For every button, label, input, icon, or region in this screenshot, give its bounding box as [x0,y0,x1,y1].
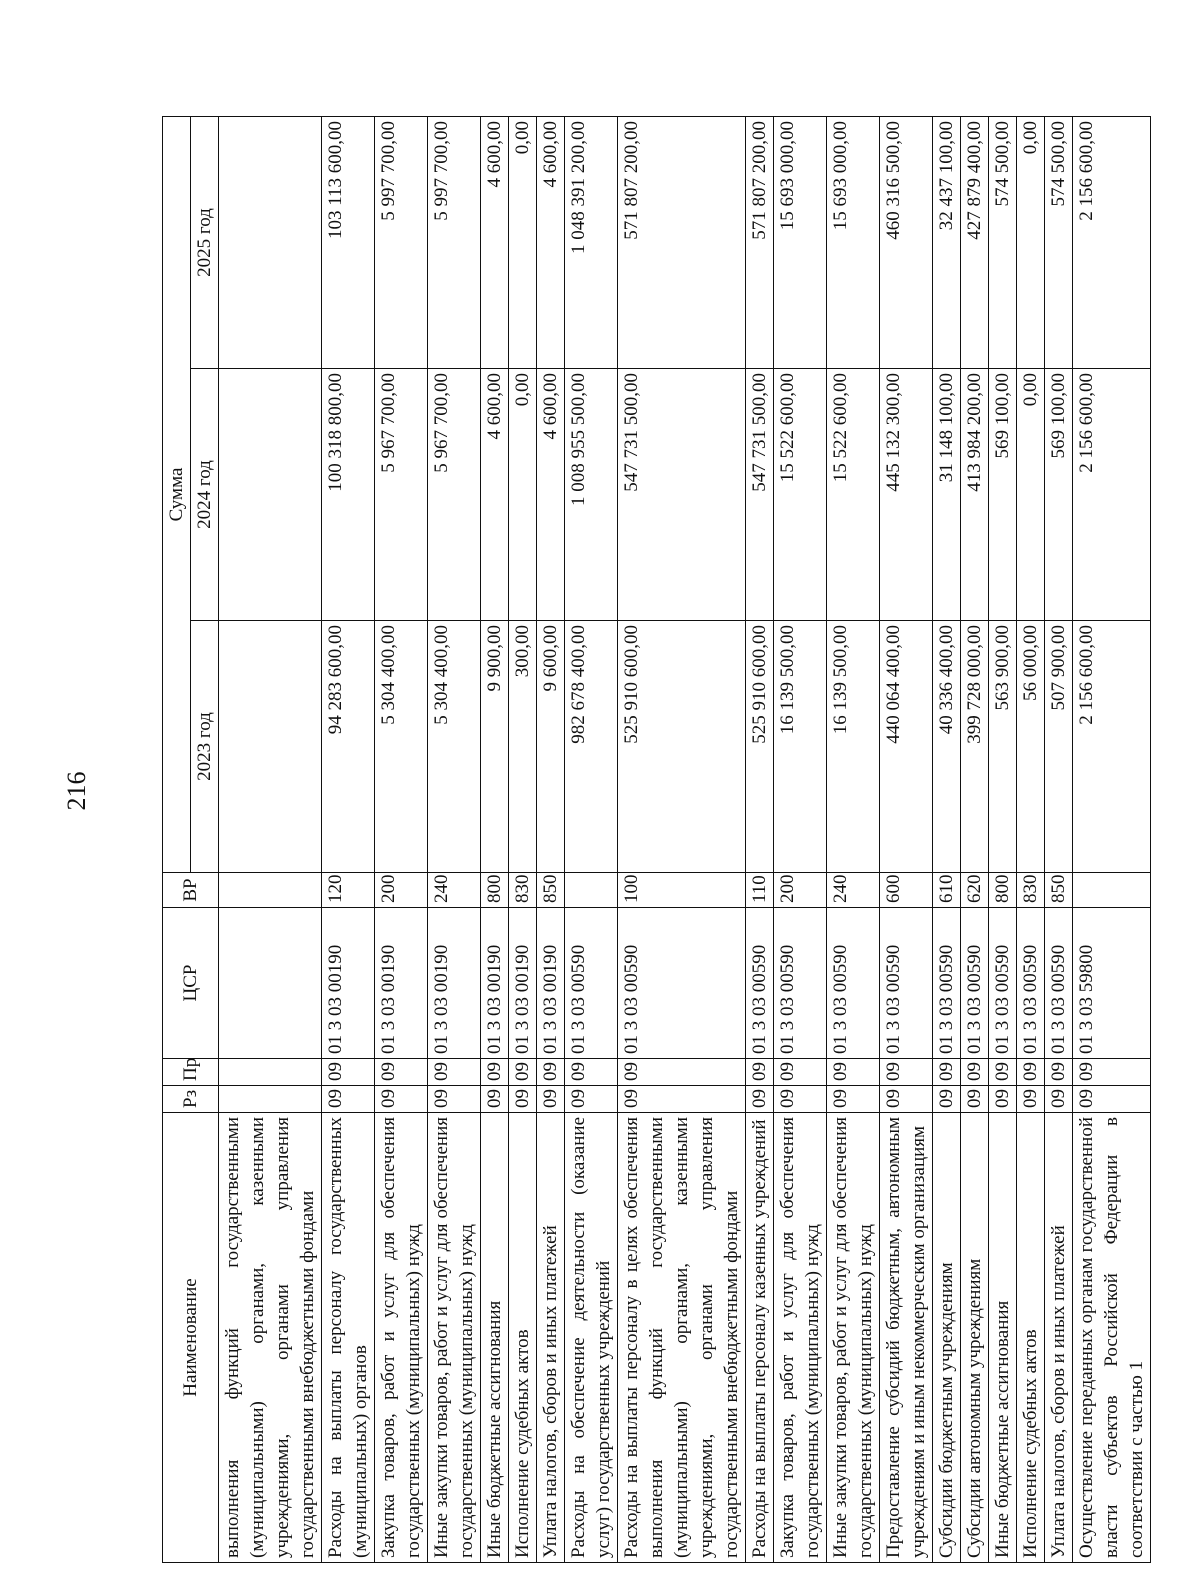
cell-sum-2025: 460 316 500,00 [880,117,933,369]
cell-sum-2023 [219,621,322,873]
table-row [1073,117,1151,1563]
cell-sum-2024: 15 522 600,00 [774,369,827,621]
table-row [933,117,961,1563]
cell-vr: 850 [1045,873,1073,908]
header-year-2023: 2023 год [191,621,219,873]
cell-rz: 09 [880,1086,933,1113]
cell-rz: 09 [565,1086,618,1113]
cell-sum-2025: 103 113 600,00 [322,117,375,369]
cell-vr: 200 [774,873,827,908]
table-row [618,117,746,1563]
cell-sum-2024: 413 984 200,00 [961,369,989,621]
cell-sum-2023: 94 283 600,00 [322,621,375,873]
cell-pr [219,1059,322,1086]
cell-sum-2025: 4 600,00 [481,117,509,369]
cell-sum-2024: 15 522 600,00 [827,369,880,621]
header-csr: ЦСР [163,908,219,1059]
cell-pr: 09 [1045,1059,1073,1086]
cell-csr: 01 3 03 00590 [961,908,989,1059]
table-row [774,117,827,1563]
cell-sum-2023: 5 304 400,00 [428,621,481,873]
table-row [961,117,989,1563]
cell-csr: 01 3 03 00590 [827,908,880,1059]
cell-pr: 09 [375,1059,428,1086]
cell-sum-2025: 4 600,00 [537,117,565,369]
cell-vr: 120 [322,873,375,908]
cell-name: Исполнение судебных актов [1017,1113,1045,1563]
cell-rz: 09 [746,1086,774,1113]
cell-sum-2024: 547 731 500,00 [746,369,774,621]
header-pr: Пр [163,1059,219,1086]
page-number: 216 [62,771,91,811]
cell-sum-2025: 15 693 000,00 [774,117,827,369]
cell-sum-2025: 15 693 000,00 [827,117,880,369]
cell-rz: 09 [618,1086,746,1113]
cell-name: Иные бюджетные ассигнования [989,1113,1017,1563]
cell-sum-2024: 0,00 [1017,369,1045,621]
cell-pr: 09 [880,1059,933,1086]
cell-vr: 620 [961,873,989,908]
cell-csr: 01 3 03 00590 [1017,908,1045,1059]
cell-pr: 09 [827,1059,880,1086]
cell-sum-2023: 56 000,00 [1017,621,1045,873]
cell-vr [565,873,618,908]
cell-sum-2025: 0,00 [1017,117,1045,369]
cell-vr: 610 [933,873,961,908]
table-row [537,117,565,1563]
table-row [481,117,509,1563]
table-row [746,117,774,1563]
cell-csr: 01 3 03 00590 [933,908,961,1059]
header-vr: ВР [163,873,219,908]
cell-csr: 01 3 03 00190 [481,908,509,1059]
cell-vr: 800 [481,873,509,908]
table-row [565,117,618,1563]
cell-name: выполнения функций государственными (муниципальными) органами, казенными учреждениями, органами управления государственными внебюджетными фондами [219,1113,322,1563]
cell-rz: 09 [1073,1086,1151,1113]
cell-sum-2025: 427 879 400,00 [961,117,989,369]
cell-sum-2025: 571 807 200,00 [746,117,774,369]
cell-sum-2024: 2 156 600,00 [1073,369,1151,621]
cell-name: Расходы на обеспечение деятельности (оказание услуг) государственных учреждений [565,1113,618,1563]
cell-name: Иные бюджетные ассигнования [481,1113,509,1563]
cell-csr: 01 3 03 00590 [880,908,933,1059]
cell-name: Иные закупки товаров, работ и услуг для обеспечения государственных (муниципальных) нужд [428,1113,481,1563]
cell-rz [219,1086,322,1113]
cell-pr: 09 [989,1059,1017,1086]
cell-rz: 09 [375,1086,428,1113]
cell-sum-2023: 40 336 400,00 [933,621,961,873]
cell-name: Предоставление субсидий бюджетным, автономным учреждениям и иным некоммерческим организациям [880,1113,933,1563]
cell-sum-2025: 1 048 391 200,00 [565,117,618,369]
cell-name: Иные закупки товаров, работ и услуг для обеспечения государственных (муниципальных) нужд [827,1113,880,1563]
cell-pr: 09 [933,1059,961,1086]
cell-rz: 09 [989,1086,1017,1113]
cell-name: Закупка товаров, работ и услуг для обеспечения государственных (муниципальных) нужд [375,1113,428,1563]
cell-rz: 09 [1045,1086,1073,1113]
table-header [163,117,219,1563]
cell-sum-2023: 525 910 600,00 [618,621,746,873]
cell-rz: 09 [428,1086,481,1113]
table-row [219,117,322,1563]
cell-vr: 830 [1017,873,1045,908]
header-year-2024: 2024 год [191,369,219,621]
cell-sum-2025: 571 807 200,00 [618,117,746,369]
table-row [1045,117,1073,1563]
cell-pr: 09 [322,1059,375,1086]
cell-sum-2025: 5 997 700,00 [375,117,428,369]
cell-sum-2024: 0,00 [509,369,537,621]
table-row [322,117,375,1563]
cell-pr: 09 [537,1059,565,1086]
cell-sum-2023: 525 910 600,00 [746,621,774,873]
table-row [989,117,1017,1563]
cell-sum-2023: 9 900,00 [481,621,509,873]
cell-sum-2024: 5 967 700,00 [428,369,481,621]
cell-sum-2025: 32 437 100,00 [933,117,961,369]
cell-pr: 09 [774,1059,827,1086]
cell-csr: 01 3 03 59800 [1073,908,1151,1059]
table-row [375,117,428,1563]
cell-rz: 09 [509,1086,537,1113]
header-name: Наименование [163,1113,219,1563]
cell-name: Осуществление переданных органам государственной власти субъектов Российской Федерации в соответствии с частью 1 [1073,1113,1151,1563]
cell-csr: 01 3 03 00190 [509,908,537,1059]
cell-sum-2024: 569 100,00 [989,369,1017,621]
cell-vr: 240 [428,873,481,908]
cell-sum-2023: 507 900,00 [1045,621,1073,873]
cell-rz: 09 [933,1086,961,1113]
cell-sum-2023: 5 304 400,00 [375,621,428,873]
cell-pr: 09 [428,1059,481,1086]
cell-vr: 200 [375,873,428,908]
cell-csr: 01 3 03 00190 [428,908,481,1059]
cell-csr: 01 3 03 00590 [774,908,827,1059]
cell-sum-2025: 574 500,00 [989,117,1017,369]
cell-csr [219,908,322,1059]
header-sum: Сумма [163,117,191,873]
cell-sum-2024: 5 967 700,00 [375,369,428,621]
cell-pr: 09 [746,1059,774,1086]
cell-vr [1073,873,1151,908]
cell-csr: 01 3 03 00590 [989,908,1017,1059]
cell-sum-2023: 2 156 600,00 [1073,621,1151,873]
cell-name: Расходы на выплаты персоналу государственных (муниципальных) органов [322,1113,375,1563]
cell-sum-2025 [219,117,322,369]
cell-sum-2025: 2 156 600,00 [1073,117,1151,369]
cell-sum-2023: 300,00 [509,621,537,873]
cell-vr [219,873,322,908]
cell-csr: 01 3 03 00590 [618,908,746,1059]
cell-name: Уплата налогов, сборов и иных платежей [537,1113,565,1563]
cell-vr: 800 [989,873,1017,908]
table-row [880,117,933,1563]
cell-sum-2024 [219,369,322,621]
cell-sum-2024: 445 132 300,00 [880,369,933,621]
cell-pr: 09 [961,1059,989,1086]
cell-sum-2024: 100 318 800,00 [322,369,375,621]
rotated-table-wrapper [162,117,1147,1563]
cell-csr: 01 3 03 00590 [1045,908,1073,1059]
cell-sum-2023: 982 678 400,00 [565,621,618,873]
table-body [219,117,1151,1563]
table-row [428,117,481,1563]
cell-vr: 830 [509,873,537,908]
cell-sum-2024: 547 731 500,00 [618,369,746,621]
cell-vr: 600 [880,873,933,908]
cell-pr: 09 [509,1059,537,1086]
cell-name: Закупка товаров, работ и услуг для обеспечения государственных (муниципальных) нужд [774,1113,827,1563]
cell-rz: 09 [322,1086,375,1113]
cell-rz: 09 [774,1086,827,1113]
cell-sum-2023: 399 728 000,00 [961,621,989,873]
cell-pr: 09 [1017,1059,1045,1086]
cell-sum-2025: 0,00 [509,117,537,369]
cell-vr: 100 [618,873,746,908]
cell-vr: 850 [537,873,565,908]
table-row [827,117,880,1563]
cell-name: Расходы на выплаты персоналу в целях обеспечения выполнения функций государственными (муниципальными) органами, казенными учреждениями, органами управления государственными внебюджетными фондами [618,1113,746,1563]
cell-pr: 09 [565,1059,618,1086]
cell-sum-2023: 16 139 500,00 [827,621,880,873]
cell-sum-2024: 31 148 100,00 [933,369,961,621]
cell-name: Субсидии автономным учреждениям [961,1113,989,1563]
cell-pr: 09 [481,1059,509,1086]
cell-sum-2024: 4 600,00 [537,369,565,621]
cell-name: Субсидии бюджетным учреждениям [933,1113,961,1563]
cell-sum-2025: 5 997 700,00 [428,117,481,369]
cell-csr: 01 3 03 00190 [322,908,375,1059]
budget-table [162,116,1151,1563]
cell-rz: 09 [1017,1086,1045,1113]
header-year-2025: 2025 год [191,117,219,369]
cell-sum-2024: 1 008 955 500,00 [565,369,618,621]
cell-sum-2023: 563 900,00 [989,621,1017,873]
cell-sum-2023: 16 139 500,00 [774,621,827,873]
cell-vr: 110 [746,873,774,908]
cell-sum-2023: 9 600,00 [537,621,565,873]
cell-csr: 01 3 03 00190 [537,908,565,1059]
cell-sum-2024: 4 600,00 [481,369,509,621]
header-rz: Рз [163,1086,219,1113]
cell-csr: 01 3 03 00590 [565,908,618,1059]
cell-rz: 09 [827,1086,880,1113]
cell-rz: 09 [961,1086,989,1113]
cell-sum-2023: 440 064 400,00 [880,621,933,873]
cell-sum-2025: 574 500,00 [1045,117,1073,369]
cell-sum-2024: 569 100,00 [1045,369,1073,621]
cell-rz: 09 [481,1086,509,1113]
cell-name: Исполнение судебных актов [509,1113,537,1563]
cell-name: Уплата налогов, сборов и иных платежей [1045,1113,1073,1563]
cell-csr: 01 3 03 00590 [746,908,774,1059]
cell-csr: 01 3 03 00190 [375,908,428,1059]
cell-pr: 09 [1073,1059,1151,1086]
table-row [1017,117,1045,1563]
table-row [509,117,537,1563]
cell-name: Расходы на выплаты персоналу казенных учреждений [746,1113,774,1563]
cell-rz: 09 [537,1086,565,1113]
cell-vr: 240 [827,873,880,908]
cell-pr: 09 [618,1059,746,1086]
